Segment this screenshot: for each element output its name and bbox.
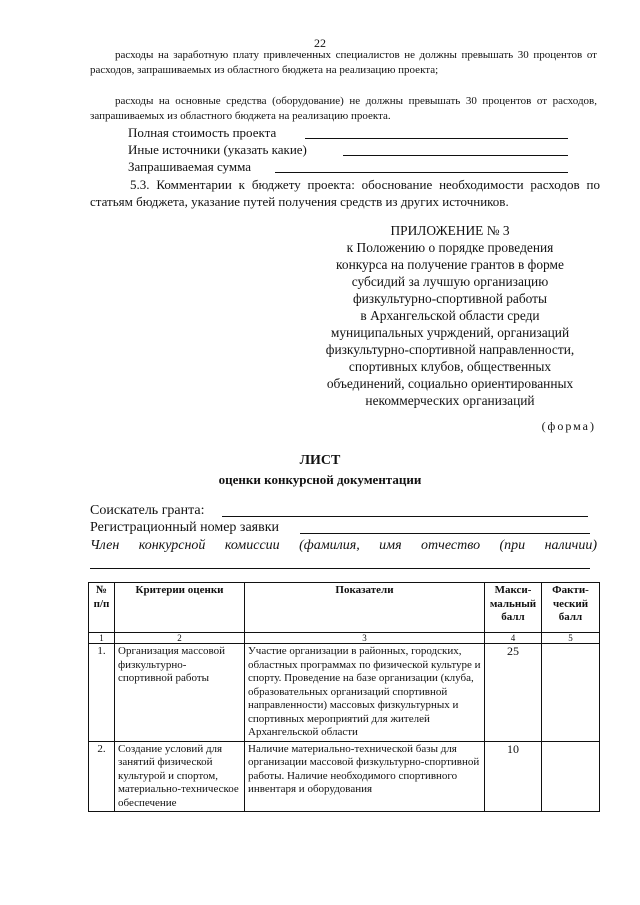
- header-max-score: Макси-мальный балл: [485, 583, 542, 633]
- header-actual-score: Факти-ческий балл: [542, 583, 600, 633]
- field-requested-sum-line: [275, 172, 568, 173]
- appendix-line: муниципальных учрждений, организаций: [330, 325, 570, 340]
- column-numbers-row: [89, 633, 600, 644]
- form-label: (форма): [541, 419, 596, 433]
- paragraph-equipment-limit: расходы на основные средства (оборудование) не должны превышать 30 процентов от расходов, запрашиваемых из областного бюджета на реализацию проекта.: [90, 95, 597, 122]
- field-other-sources-label: Иные источники (указать какие): [128, 142, 307, 157]
- row-num: 1.: [89, 644, 115, 742]
- row-max-score: 25: [485, 644, 542, 742]
- commission-member-row: [90, 537, 597, 555]
- page-number: 22: [314, 36, 326, 50]
- sheet-subtitle: оценки конкурсной документации: [218, 472, 422, 487]
- appendix-line: объединений, социально ориентированных: [326, 376, 574, 391]
- header-num: № п/п: [89, 583, 115, 633]
- member-word: (фамилия,: [299, 538, 360, 553]
- header-indicators: Показатели: [245, 583, 485, 633]
- appendix-line: к Положению о порядке проведения: [346, 240, 554, 255]
- appendix-line: в Архангельской области среди: [360, 308, 540, 323]
- reg-number-label: Регистрационный номер заявки: [90, 520, 280, 535]
- field-requested-sum-label: Запрашиваемая сумма: [128, 159, 252, 174]
- appendix-line: конкурса на получение грантов в форме: [336, 257, 564, 272]
- field-total-cost-line: [305, 138, 568, 139]
- row-max-score: 10: [485, 741, 542, 812]
- table-row: [89, 644, 600, 742]
- sheet-title: ЛИСТ: [299, 453, 341, 468]
- row-indicators: Участие организации в районных, городских, областных программах по физической культуре и спорту. Проведение на базе организации (клуба, образовательных организаций спортивной направленности) массовых физкультурных и спортивных мероприятий для жителей Архангельской области: [245, 644, 485, 742]
- paragraph-salary-limit: расходы на заработную плату привлеченных специалистов не должны превышать 30 процентов от расходов, запрашиваемых из областного бюджета на реализацию проекта;: [90, 49, 597, 76]
- row-criterion: Организация массовой физкультурно-спортивной работы: [115, 644, 245, 742]
- member-word: Член: [90, 538, 120, 553]
- member-word: имя: [379, 538, 402, 553]
- row-criterion: Создание условий для занятий физической культурой и спортом, материально-техническое обеспечение: [115, 741, 245, 812]
- column-number: 5: [542, 633, 600, 644]
- column-number: 1: [89, 633, 115, 644]
- row-num: 2.: [89, 741, 115, 812]
- header-criterion: Критерии оценки: [115, 583, 245, 633]
- applicant-line: [222, 516, 588, 517]
- column-number: 3: [245, 633, 485, 644]
- column-number: 4: [485, 633, 542, 644]
- member-word: комиссии: [224, 538, 280, 553]
- appendix-block: [305, 222, 595, 409]
- commission-member-line: [90, 568, 590, 569]
- member-word: (при: [499, 538, 526, 553]
- table-row: [89, 741, 600, 812]
- table-header-row: [89, 583, 600, 633]
- appendix-title: ПРИЛОЖЕНИЕ № 3: [390, 223, 510, 238]
- appendix-line: физкультурно-спортивной работы: [352, 291, 548, 306]
- appendix-line: спортивных клубов, общественных: [348, 359, 552, 374]
- field-other-sources-line: [343, 155, 568, 156]
- row-indicators: Наличие материально-технической базы для организации массовой физкультурно-спортивной работы. Наличие необходимого спортивного инвентаря и оборудования: [245, 741, 485, 812]
- applicant-label: Соискатель гранта:: [90, 503, 205, 518]
- row-actual-score: [542, 644, 600, 742]
- evaluation-table: [88, 582, 600, 812]
- field-total-cost-label: Полная стоимость проекта: [128, 125, 277, 140]
- member-word: наличии): [544, 538, 597, 553]
- row-actual-score: [542, 741, 600, 812]
- member-word: отчество: [421, 538, 481, 553]
- appendix-line: физкультурно-спортивной направленности,: [325, 342, 575, 357]
- appendix-line: субсидий за лучшую организацию: [351, 274, 549, 289]
- appendix-line: некоммерческих организаций: [365, 393, 535, 408]
- reg-number-line: [300, 533, 590, 534]
- member-word: конкурсной: [138, 538, 206, 553]
- budget-comment-paragraph: 5.3. Комментарии к бюджету проекта: обоснование необходимости расходов по статьям бюджета, указание путей получения средств из других источников.: [90, 177, 600, 209]
- column-number: 2: [115, 633, 245, 644]
